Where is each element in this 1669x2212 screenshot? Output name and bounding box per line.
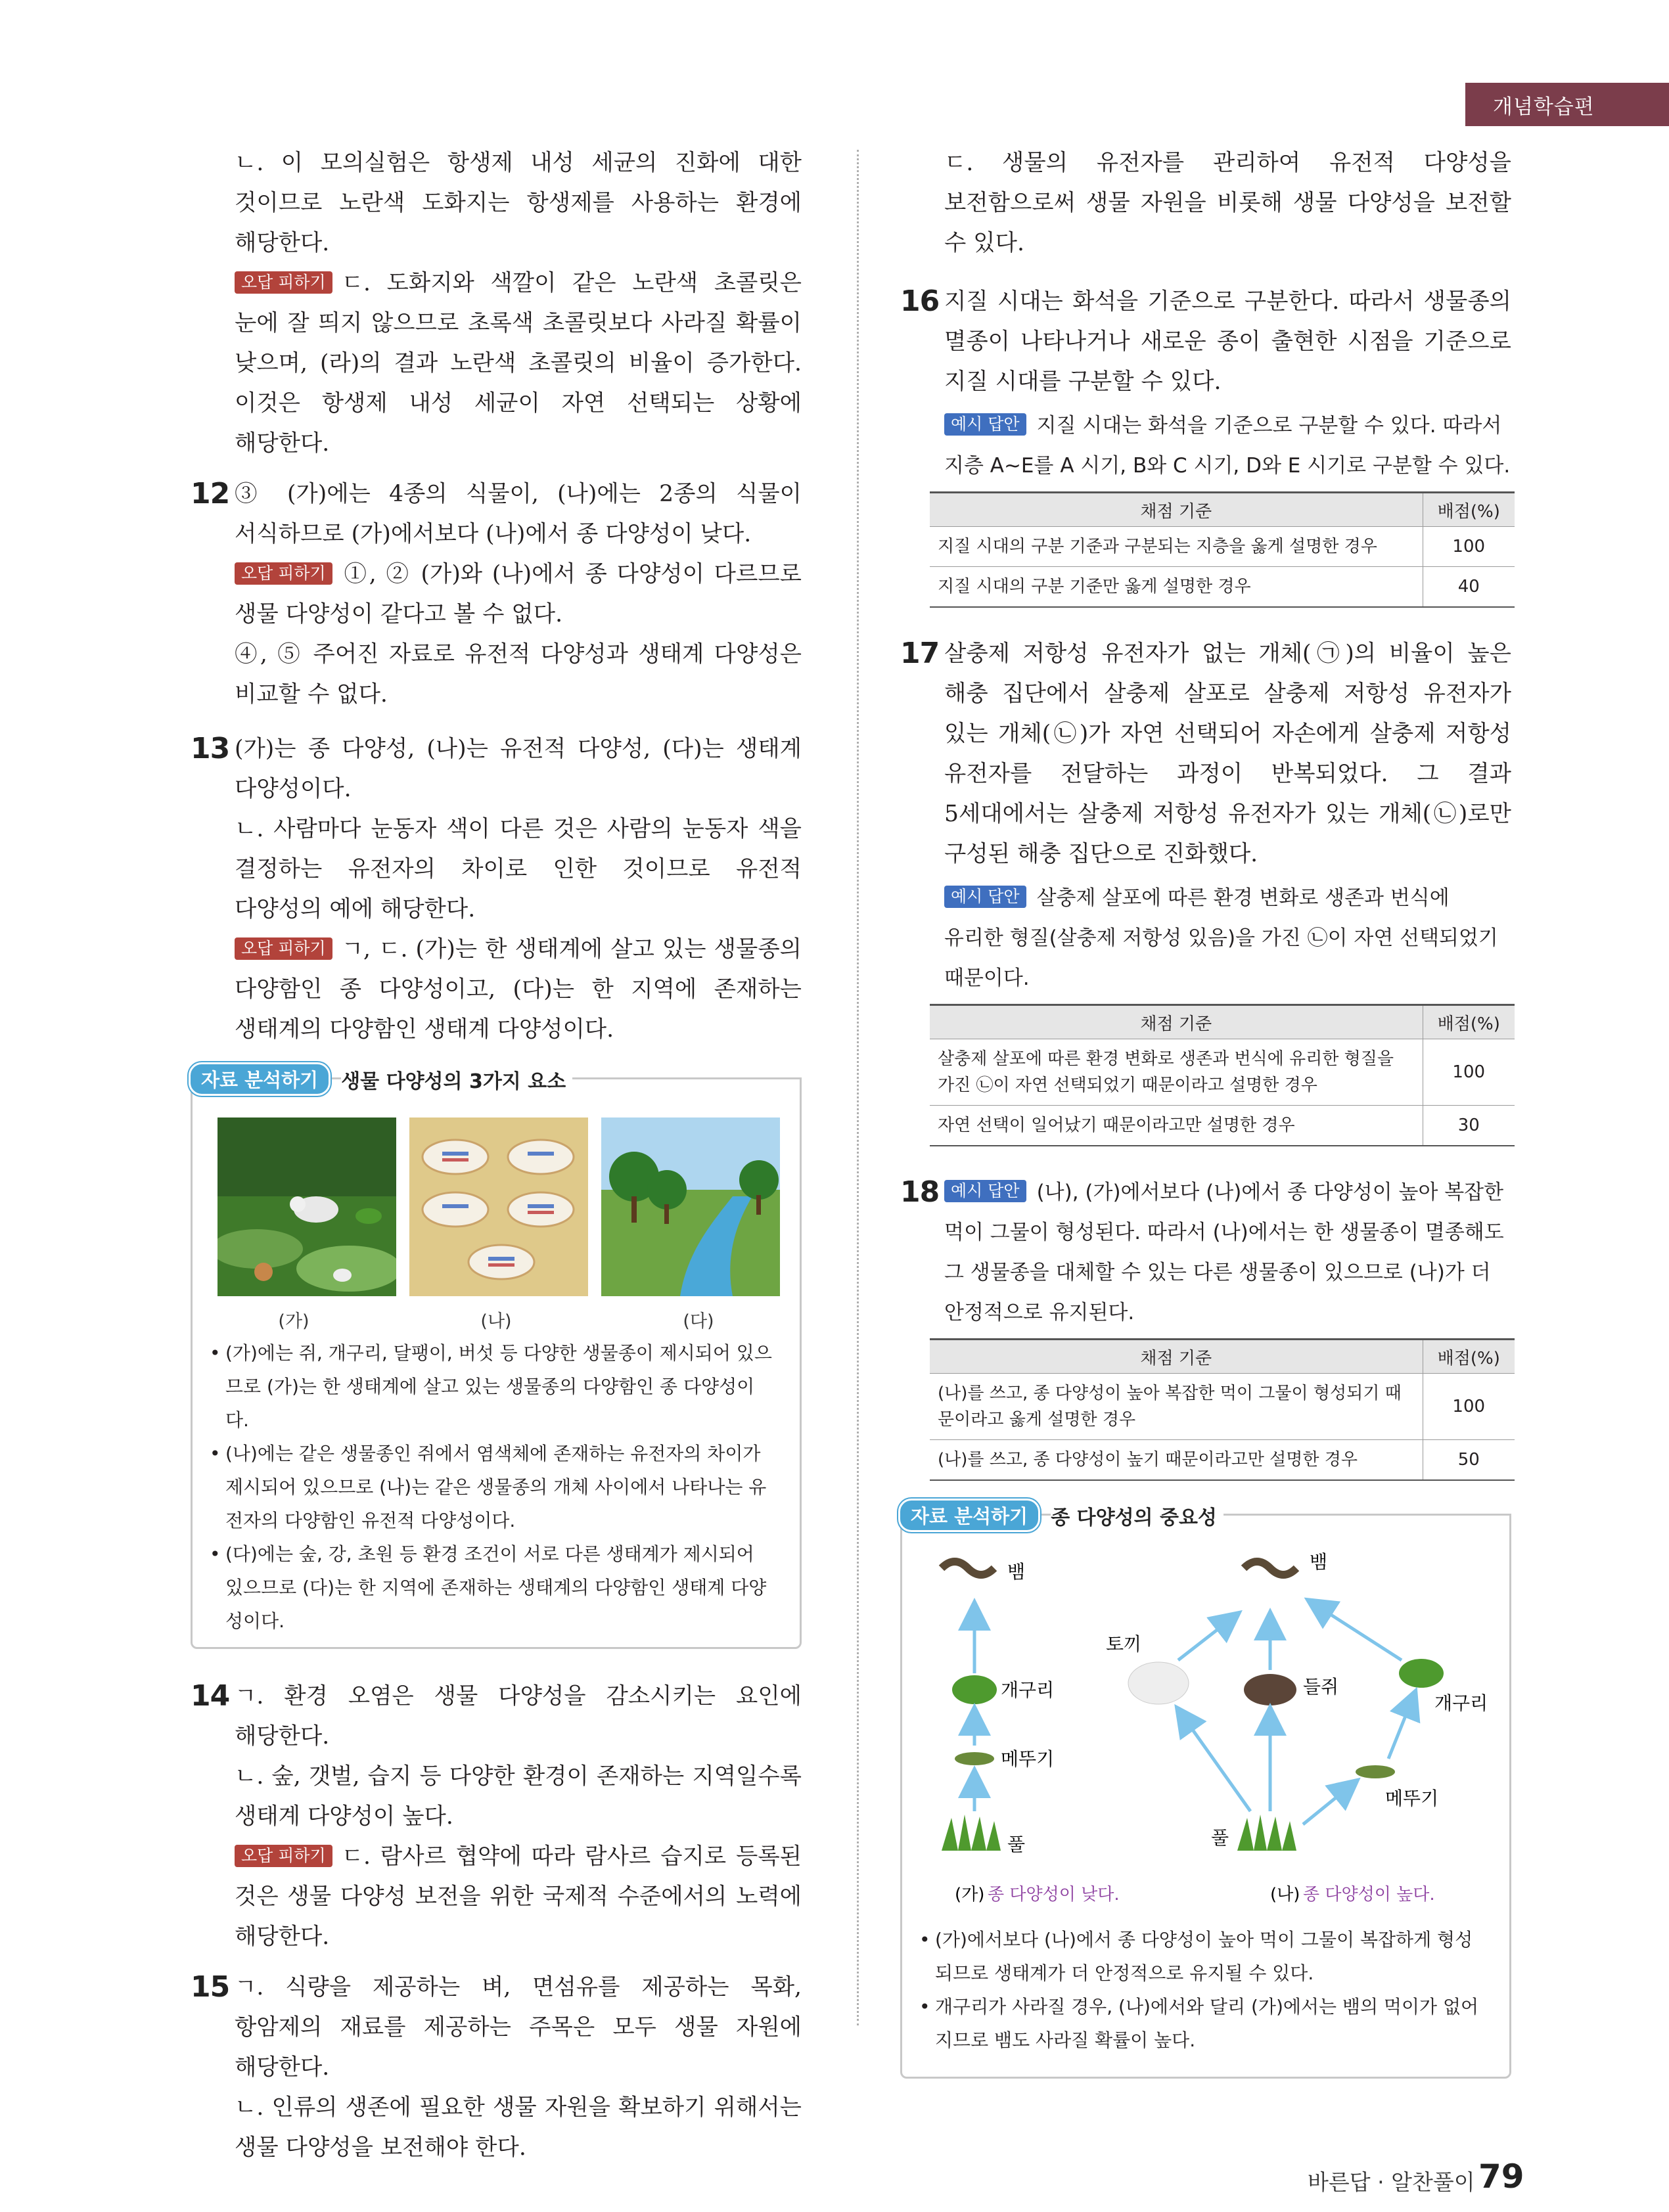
model-answer-badge: 예시 답안 <box>944 413 1026 436</box>
q13-answer: (가)는 종 다양성, (나)는 유전적 다양성, (다)는 생태계 다양성이다. <box>235 736 802 802</box>
criteria-cell: 자연 선택이 일어났기 때문이라고만 설명한 경우 <box>930 1106 1423 1146</box>
ecosystem-diversity-image <box>601 1117 780 1296</box>
figure-captions <box>193 1296 800 1336</box>
grass-label: 풀 <box>1007 1834 1026 1855</box>
snake-label: 뱀 <box>1007 1561 1026 1583</box>
frog-icon <box>1399 1659 1444 1688</box>
q12-answer: ③ (가)에는 4종의 식물이, (나)에는 2종의 식물이 서식하므로 (가)에서보다 (나)에서 종 다양성이 낮다. <box>235 481 802 547</box>
food-web-b <box>1106 1551 1488 1851</box>
analysis-bullets <box>902 1923 1509 2073</box>
table-row <box>930 527 1515 567</box>
question-15 <box>191 1968 802 2168</box>
analysis-box-biodiversity <box>191 1069 802 1649</box>
q14-wrong-text: ㄷ. 람사르 협약에 따라 람사르 습지로 등록된 것은 생물 다양성 보전을 위한 국제적 수준에서의 노력에 해당한다. <box>235 1843 802 1950</box>
criteria-cell: 살충제 살포에 따른 환경 변화로 생존과 번식에 유리한 형질을 가진 ㉡이 자연 선택되었기 때문이라고 설명한 경우 <box>930 1039 1423 1106</box>
q15-point-2: ㄴ. 인류의 생존에 필요한 생물 자원을 확보하기 위해서는 생물 다양성을 보전해야 한다. <box>235 2094 802 2161</box>
q15-continuation <box>900 143 1511 263</box>
points-cell: 50 <box>1423 1440 1515 1481</box>
wrong-answer-badge: 오답 피하기 <box>235 1845 332 1867</box>
q12-wrong-text-2: ④, ⑤ 주어진 자료로 유전적 다양성과 생태계 다양성은 비교할 수 없다. <box>235 641 802 708</box>
grass-icon <box>942 1815 1001 1851</box>
q18-model-answer <box>944 1173 1511 1333</box>
grasshopper-icon <box>955 1752 994 1765</box>
points-cell: 30 <box>1423 1106 1515 1146</box>
frog-label: 개구리 <box>1434 1692 1488 1714</box>
col-points: 배점(%) <box>1423 1005 1515 1039</box>
analysis-box-header <box>189 1062 572 1096</box>
analysis-box-header <box>898 1499 1223 1532</box>
left-column <box>191 143 802 2168</box>
analysis-box-species-diversity <box>900 1505 1511 2079</box>
q16-model-answer <box>944 406 1511 486</box>
mouse-icon <box>1244 1674 1296 1705</box>
q14-wrong-note <box>235 1837 802 1957</box>
points-cell: 40 <box>1423 567 1515 608</box>
rabbit-icon <box>1128 1662 1189 1704</box>
question-number: 16 <box>900 284 940 318</box>
criteria-cell: (나)를 쓰고, 종 다양성이 높기 때문이라고만 설명한 경우 <box>930 1440 1423 1481</box>
frog-icon <box>952 1675 997 1704</box>
analysis-title: 종 다양성의 중요성 <box>1051 1501 1223 1530</box>
question-number: 17 <box>900 637 940 670</box>
grasshopper-label: 메뚜기 <box>1385 1788 1439 1809</box>
note-high-diversity: 종 다양성이 높다. <box>1303 1885 1435 1905</box>
question-17 <box>900 634 1511 999</box>
table-row <box>930 567 1515 608</box>
section-tab: 개념학습편 <box>1465 83 1669 126</box>
col-points: 배점(%) <box>1423 1340 1515 1374</box>
grasshopper-label: 메뚜기 <box>1001 1748 1055 1770</box>
q16-scoring-table <box>930 491 1515 608</box>
criteria-cell: (나)를 쓰고, 종 다양성이 높아 복잡한 먹이 그물이 형성되기 때문이라고 옳게 설명한 경우 <box>930 1374 1423 1440</box>
caption-ga: (가) <box>278 1311 309 1332</box>
q18-answer-text: (나), (가)에서보다 (나)에서 종 다양성이 높아 복잡한 먹이 그물이 형성된다. 따라서 (나)에서는 한 생물종이 멸종해도 그 생물종을 대체할 수 있는 다른 생물종이 있으므로 (나)가 더 안정적으로 유지된다. <box>944 1181 1504 1324</box>
col-criteria: 채점 기준 <box>930 1005 1423 1039</box>
bullet-item: • (다)에는 숲, 강, 초원 등 환경 조건이 서로 다른 생태계가 제시되어 있으므로 (다)는 한 지역에 존재하는 생태계의 다양함인 생태계 다양성이다. <box>210 1537 777 1638</box>
snake-icon <box>942 1562 994 1575</box>
q13-wrong-note <box>235 930 802 1050</box>
analysis-tag: 자료 분석하기 <box>189 1062 331 1096</box>
q16-answer-text: 지질 시대는 화석을 기준으로 구분할 수 있다. 따라서 지층 A~E를 A 시기, B와 C 시기, D와 E 시기로 구분할 수 있다. <box>944 414 1511 478</box>
analysis-tag: 자료 분석하기 <box>898 1499 1040 1532</box>
question-number: 13 <box>191 732 230 765</box>
criteria-cell: 지질 시대의 구분 기준만 옳게 설명한 경우 <box>930 567 1423 608</box>
table-row <box>930 1106 1515 1146</box>
biodiversity-figures <box>193 1079 800 1296</box>
page-number: 79 <box>1478 2157 1524 2196</box>
q15-point-3: ㄷ. 생물의 유전자를 관리하여 유전적 다양성을 보전함으로써 생물 자원을 비롯해 생물 다양성을 보전할 수 있다. <box>944 150 1511 256</box>
column-divider <box>857 150 859 2025</box>
model-answer-badge: 예시 답안 <box>944 1180 1026 1202</box>
grass-icon <box>1237 1815 1296 1851</box>
question-16 <box>900 282 1511 486</box>
q11-wrong-note <box>235 263 802 464</box>
question-number: 14 <box>191 1679 230 1713</box>
mouse-label: 들쥐 <box>1303 1676 1339 1698</box>
question-number: 12 <box>191 477 230 510</box>
frog-label: 개구리 <box>1001 1679 1055 1701</box>
col-points: 배점(%) <box>1423 493 1515 527</box>
question-13 <box>191 729 802 1050</box>
caption-na: (나) <box>480 1311 512 1332</box>
caption-ga: (가) <box>955 1885 985 1905</box>
bullet-item: • (가)에는 쥐, 개구리, 달팽이, 버섯 등 다양한 생물종이 제시되어 있으므로 (가)는 한 생태계에 살고 있는 생물종의 다양함인 종 다양성이다. <box>210 1336 777 1437</box>
bullet-item: • 개구리가 사라질 경우, (나)에서와 달리 (가)에서는 뱀의 먹이가 없어지므로 뱀도 사라질 확률이 높다. <box>919 1990 1487 2057</box>
q11-wrong-text: ㄷ. 도화지와 색깔이 같은 노란색 초콜릿은 눈에 잘 띄지 않으므로 초록색 초콜릿보다 사라질 확률이 낮으며, (라)의 결과 노란색 초콜릿의 비율이 증가한다. 이것은 항생제 내성 세균이 자연 선택되는 상황에 해당한다. <box>235 270 802 457</box>
q15-point-1: ㄱ. 식량을 제공하는 벼, 면섬유를 제공하는 목화, 항암제의 재료를 제공하는 주목은 모두 생물 자원에 해당한다. <box>235 1974 802 2081</box>
footer-label: 바른답 · 알찬풀이 <box>1308 2169 1475 2195</box>
food-web-diagram <box>902 1542 1509 1910</box>
species-diversity-image <box>217 1117 396 1296</box>
q13-wrong-text: ㄱ, ㄷ. (가)는 한 생태계에 살고 있는 생물종의 다양함인 종 다양성이고, (다)는 한 지역에 존재하는 생태계의 다양함인 생태계 다양성이다. <box>235 936 802 1043</box>
q14-point-1: ㄱ. 환경 오염은 생물 다양성을 감소시키는 요인에 해당한다. <box>235 1683 802 1749</box>
points-cell: 100 <box>1423 1374 1515 1440</box>
grasshopper-icon <box>1356 1765 1395 1778</box>
q16-explanation: 지질 시대는 화석을 기준으로 구분한다. 따라서 생물종의 멸종이 나타나거나 새로운 종이 출현한 시점을 기준으로 지질 시대를 구분할 수 있다. <box>944 288 1511 395</box>
rabbit-label: 토끼 <box>1106 1633 1142 1655</box>
caption-da: (다) <box>683 1311 714 1332</box>
question-number: 15 <box>191 1970 230 2004</box>
analysis-bullets <box>193 1336 800 1654</box>
bullet-item: • (가)에서보다 (나)에서 종 다양성이 높아 먹이 그물이 복잡하게 형성되므로 생태계가 더 안정적으로 유지될 수 있다. <box>919 1923 1487 1990</box>
col-criteria: 채점 기준 <box>930 493 1423 527</box>
q17-answer-text: 살충제 살포에 따른 환경 변화로 생존과 번식에 유리한 형질(살충제 저항성 있음)을 가진 ㉡이 자연 선택되었기 때문이다. <box>944 886 1498 990</box>
points-cell: 100 <box>1423 1039 1515 1106</box>
food-chain-a <box>942 1561 1054 1855</box>
snake-icon <box>1244 1562 1296 1575</box>
wrong-answer-badge: 오답 피하기 <box>235 562 332 585</box>
genetic-diversity-image <box>409 1117 588 1296</box>
question-12 <box>191 474 802 715</box>
question-18 <box>900 1173 1511 1333</box>
q11-continuation <box>191 143 802 464</box>
q17-scoring-table <box>930 1004 1515 1146</box>
q12-wrong-text: ①, ② (가)와 (나)에서 종 다양성이 다르므로 생물 다양성이 같다고 볼 수 없다. <box>235 561 802 627</box>
q12-wrong-note <box>235 554 802 635</box>
table-row <box>930 1039 1515 1106</box>
points-cell: 100 <box>1423 527 1515 567</box>
note-low-diversity: 종 다양성이 낮다. <box>988 1885 1120 1905</box>
q18-scoring-table <box>930 1338 1515 1481</box>
q17-model-answer <box>944 878 1511 999</box>
table-row <box>930 1374 1515 1440</box>
criteria-cell: 지질 시대의 구분 기준과 구분되는 지층을 옳게 설명한 경우 <box>930 527 1423 567</box>
question-14 <box>191 1677 802 1957</box>
col-criteria: 채점 기준 <box>930 1340 1423 1374</box>
question-number: 18 <box>900 1175 940 1209</box>
caption-na: (나) <box>1270 1885 1300 1905</box>
q11-point: ㄴ. 이 모의실험은 항생제 내성 세균의 진화에 대한 것이므로 노란색 도화지는 항생제를 사용하는 환경에 해당한다. <box>235 150 802 256</box>
model-answer-badge: 예시 답안 <box>944 886 1026 908</box>
q14-point-2: ㄴ. 숲, 갯벌, 습지 등 다양한 환경이 존재하는 지역일수록 생태계 다양성이 높다. <box>235 1763 802 1830</box>
wrong-answer-badge: 오답 피하기 <box>235 271 332 294</box>
q13-point: ㄴ. 사람마다 눈동자 색이 다른 것은 사람의 눈동자 색을 결정하는 유전자의 차이로 인한 것이므로 유전적 다양성의 예에 해당한다. <box>235 816 802 922</box>
wrong-answer-badge: 오답 피하기 <box>235 937 332 960</box>
right-column <box>900 143 1511 2079</box>
table-row <box>930 1440 1515 1481</box>
bullet-item: • (나)에는 같은 생물종인 쥐에서 염색체에 존재하는 유전자의 차이가 제시되어 있으므로 (나)는 같은 생물종의 개체 사이에서 나타나는 유전자의 다양함인 유전적 다양성이다. <box>210 1437 777 1537</box>
snake-label: 뱀 <box>1310 1551 1328 1573</box>
q17-explanation: 살충제 저항성 유전자가 없는 개체(㉠)의 비율이 높은 해충 집단에서 살충제 살포로 살충제 저항성 유전자가 있는 개체(㉡)가 자연 선택되어 자손에게 살충제 저항성 유전자를 전달하는 과정이 반복되었다. 그 결과 5세대에서는 살충제 저항성 유전자가 있는 개체(㉡)로만 구성된 해충 집단으로 진화했다. <box>944 641 1511 867</box>
grass-label: 풀 <box>1211 1827 1229 1849</box>
analysis-title: 생물 다양성의 3가지 요소 <box>341 1065 572 1094</box>
